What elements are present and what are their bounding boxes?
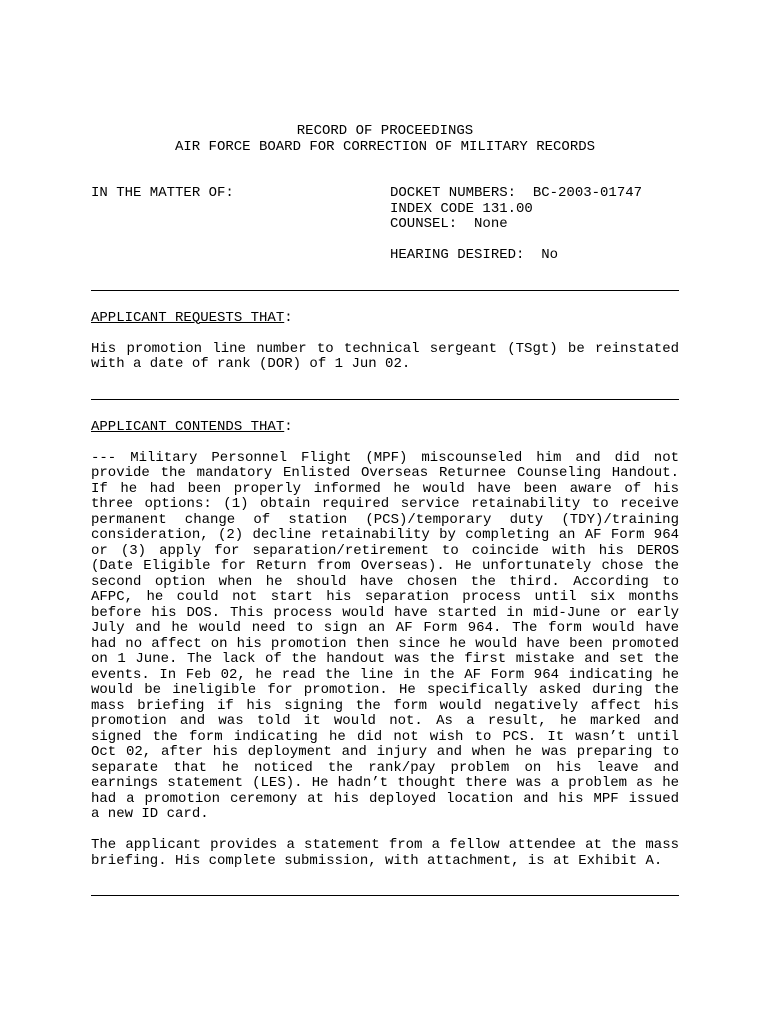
requests-heading-text: APPLICANT REQUESTS THAT [91, 309, 285, 326]
divider [91, 895, 679, 896]
docket-number: DOCKET NUMBERS: BC-2003-01747 [390, 185, 643, 201]
contends-heading [91, 420, 679, 436]
contends-heading-colon: : [284, 418, 293, 435]
requests-body: His promotion line number to technical sergeant (TSgt) be reinstated with a date of rank (DOR) of 1 Jun 02. [91, 340, 679, 372]
matter-block [91, 186, 679, 264]
matter-label: IN THE MATTER OF: [91, 185, 234, 201]
index-code: INDEX CODE 131.00 [390, 200, 533, 217]
hearing-desired: HEARING DESIRED: No [390, 247, 559, 263]
document-page [91, 124, 679, 916]
requests-heading-colon: : [284, 309, 293, 326]
contends-heading-text: APPLICANT CONTENDS THAT [91, 418, 285, 435]
counsel: COUNSEL: None [390, 216, 508, 232]
document-header [91, 124, 679, 155]
contends-paragraph-2: The applicant provides a statement from a fellow attendee at the mass briefing. His complete submission, with attachment, is at Exhibit A. [91, 837, 679, 869]
divider [91, 399, 679, 400]
requests-heading [91, 311, 679, 327]
divider [91, 290, 679, 291]
header-title: RECORD OF PROCEEDINGS [296, 123, 474, 139]
header-subtitle: AIR FORCE BOARD FOR CORRECTION OF MILITARY RECORDS [174, 138, 596, 155]
contends-paragraph-1: --- Military Personnel Flight (MPF) miscounseled him and did not provide the mandatory Enlisted Overseas Returnee Counseling Handout. If he had been properly informed he would have been aware of his three options: (1) obtain required service retainability to receive permanent change of station (PCS)/temporary duty (TDY)/training consideration, (2) decline retainability by completing an AF Form 964 or (3) apply for separation/retirement to coincide with his DEROS (Date Eligible for Return from Overseas). He unfortunately chose the second option when he should have chosen the third. According to AFPC, he could not start his separation process until six months before his DOS. This process would have started in mid-June or early July and he would need to sign an AF Form 964. The form would have had no affect on his promotion then since he would have been promoted on 1 June. The lack of the handout was the first mistake and set the events. In Feb 02, he read the line in the AF Form 964 indicating he would be ineligible for promotion. He specifically asked during the mass briefing if his signing the form would negatively affect his promotion and was told it would not. As a result, he marked and signed the form indicating he did not wish to PCS. It wasn’t until Oct 02, after his deployment and injury and when he was preparing to separate that he noticed the rank/pay problem on his leave and earnings statement (LES). He hadn’t thought there was a problem as he had a promotion ceremony at his deployed location and his MPF issued a new ID card. [91, 449, 679, 822]
case-details [390, 186, 642, 264]
